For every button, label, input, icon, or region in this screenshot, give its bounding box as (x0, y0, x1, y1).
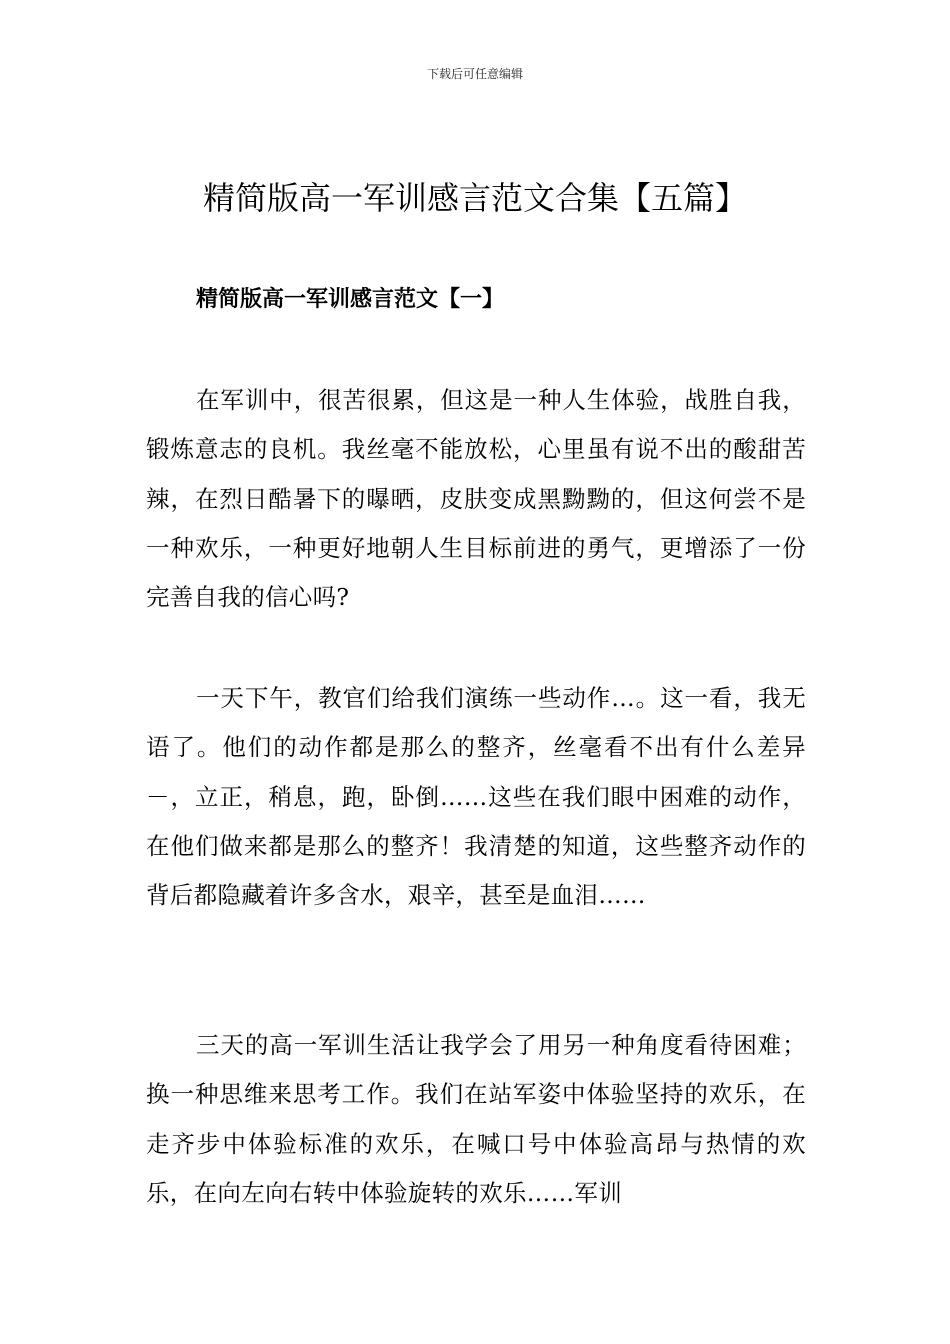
header-note: 下载后可任意编辑 (426, 67, 523, 81)
paragraph-3: 三天的高一军训生活让我学会了用另一种角度看待困难；换一种思维来思考工作。我们在站军姿中体验坚持的欢乐，在走齐步中体验标准的欢乐，在喊口号中体验高昂与热情的欢乐，在向左向右转中体验旋转的欢乐……军训 (146, 1031, 806, 1207)
paragraph-2: 一天下午，教官们给我们演练一些动作…。这一看，我无语了。他们的动作都是那么的整齐，丝毫看不出有什么差异－，立正，稍息，跑，卧倒……这些在我们眼中困难的动作，在他们做来都是那么的整齐！我清楚的知道，这些整齐动作的背后都隐藏着许多含水，艰辛，甚至是血泪…… (146, 684, 806, 910)
section-subtitle: 精简版高一军训感言范文【一】 (196, 286, 505, 312)
paragraph-1: 在军训中，很苦很累，但这是一种人生体验，战胜自我，锻炼意志的良机。我丝毫不能放松，心里虽有说不出的酸甜苦辣，在烈日酷暑下的曝晒，皮肤变成黑黝黝的，但这何尝不是一种欢乐，一种更好地朝人生目标前进的勇气，更增添了一份完善自我的信心吗? (146, 386, 806, 612)
document-title: 精简版高一军训感言范文合集【五篇】 (202, 179, 747, 217)
